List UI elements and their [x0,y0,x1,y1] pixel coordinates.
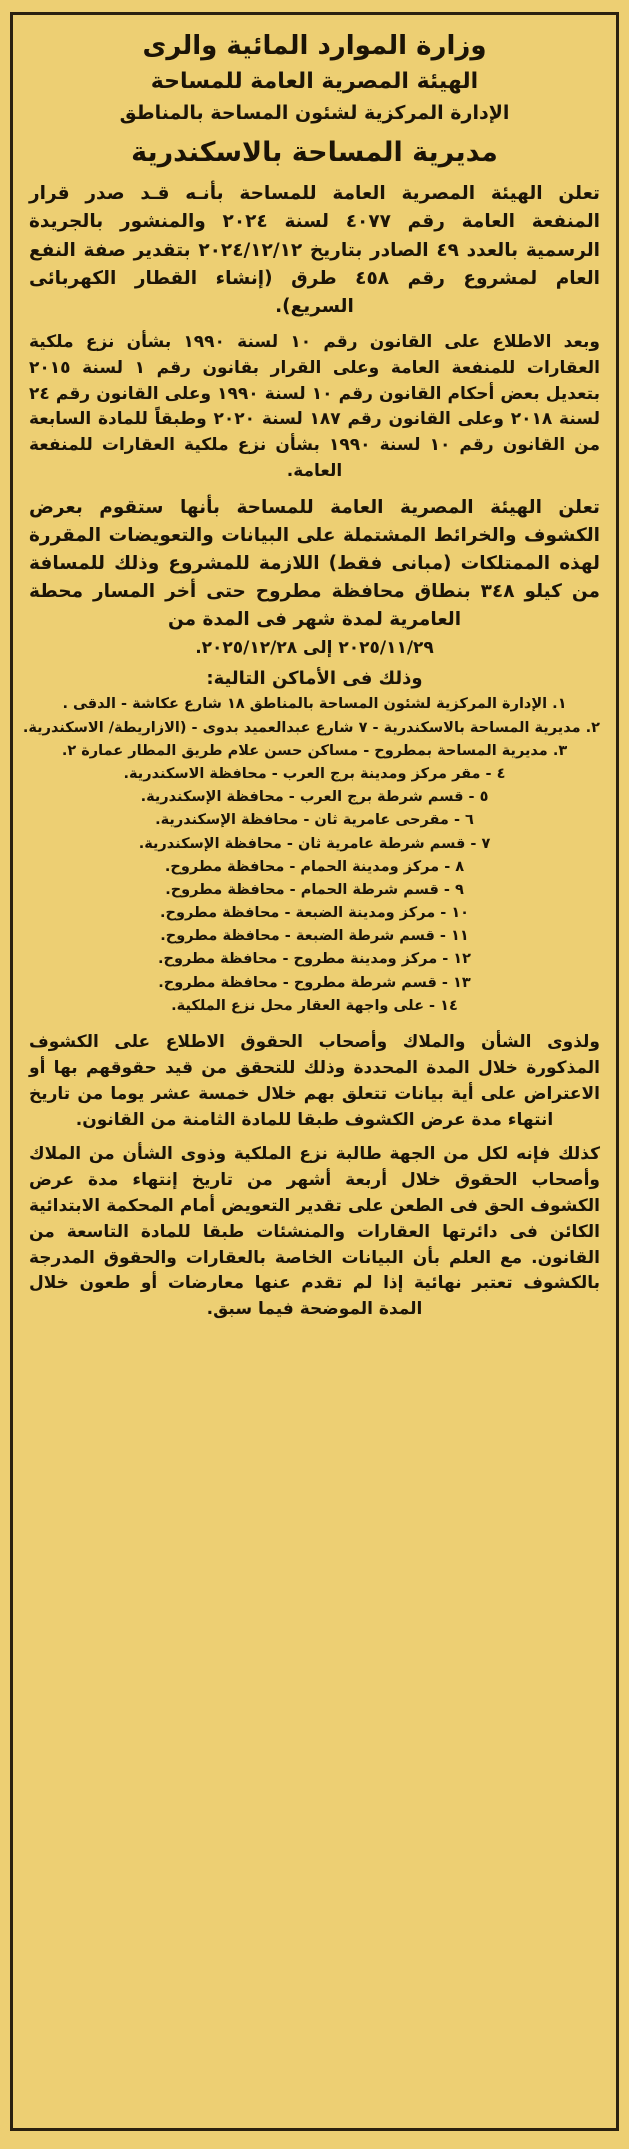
places-heading: وذلك فى الأماكن التالية: [206,668,423,690]
paragraph-appeals: كذلك فإنه لكل من الجهة طالبة نزع الملكية وذوى الشأن من الملاك وأصحاب الحقوق خلال أربعة أشهر من تاريخ إنتهاء مدة عرض الكشوف الحق فى الطعن على تقدير التعويض أمام المحكمة الابتدائية الكائن فى دائرتها العقارات والمنشئات طبقا للمادة التاسعة من القانون. مع العلم بأن البيانات الخاصة بالعقارات والحقوق المدرجة بالكشوف تعتبر نهائية إذا لم تقدم عنها معارضات أو طعون خلال المدة الموضحة فيما سبق. [29,1144,600,1320]
list-item: ٥ - قسم شرطة برج العرب - محافظة الإسكندرية. [140,789,489,806]
list-item: ١٣ - قسم شرطة مطروح - محافظة مطروح. [158,974,471,991]
list-item: ٤ - مقر مركز ومدينة برج العرب - محافظة الاسكندرية. [123,765,506,782]
department-title: الإدارة المركزية لشئون المساحة بالمناطق [119,101,510,124]
paragraph-objections: ولذوى الشأن والملاك وأصحاب الحقوق الاطلاع على الكشوف المذكورة خلال المدة المحددة وذلك للتحقق من قيد حقوقهم بها أو الاعتراض على أية بيانات تتعلق بهم خلال خمسة عشر يوما من تاريخ انتهاء مدة عرض الكشوف طبقا للمادة الثامنة من القانون. [29,1032,600,1130]
list-item: ١. الإدارة المركزية لشئون المساحة بالمناطق ١٨ شارع عكاشة - الدقى . [62,696,567,713]
paragraph-decree: تعلن الهيئة المصرية العامة للمساحة بأنـه قـد صدر قرار المنفعة العامة رقم ٤٠٧٧ لسنة ٢٠٢٤ والمنشور بالجريدة الرسمية بالعدد ٤٩ الصادر بتاريخ ٢٠٢٤/١٢/١٢ بتقدير صفة النفع العام لمشروع رقم ٤٥٨ طرق (إنشاء القطار الكهربائى السريع). [29,183,601,317]
list-item: ١٠ - مركز ومدينة الضبعة - محافظة مطروح. [159,905,470,922]
notice-frame [10,12,619,2131]
directorate-title: مديرية المساحة بالاسكندرية [131,136,498,168]
document-header [29,29,600,171]
list-item: ٣. مديرية المساحة بمطروح - مساكن حسن علام طريق المطار عمارة ٢. [61,742,568,759]
ministry-title: وزارة الموارد المائية والرى [142,31,487,61]
paragraph-display: تعلن الهيئة المصرية العامة للمساحة بأنها ستقوم بعرض الكشوف والخرائط المشتملة على البيانات والتعويضات المقررة لهذه الممتلكات (مبانى فقط) اللازمة للمشروع وذلك للمسافة من كيلو ٣٤٨ بنطاق محافظة مطروح حتى أخر المسار محطة العامرية لمدة شهر فى المدة من [29,496,600,631]
display-period-dates: ٢٠٢٥/١١/٢٩ إلى ٢٠٢٥/١٢/٢٨. [195,638,434,659]
list-item: ١٢ - مركز ومدينة مطروح - محافظة مطروح. [157,951,471,968]
list-item: ١١ - قسم شرطة الضبعة - محافظة مطروح. [160,928,469,945]
authority-title: الهيئة المصرية العامة للمساحة [150,69,479,95]
list-item: ٦ - مقرحى عامرية ثان - محافظة الإسكندرية. [155,812,474,829]
list-item: ٨ - مركز ومدينة الحمام - محافظة مطروح. [164,858,465,875]
list-item: ٩ - قسم شرطة الحمام - محافظة مطروح. [165,881,464,898]
list-item: ٢. مديرية المساحة بالاسكندرية - ٧ شارع عبدالعميد بدوى - (الازاريطة/ الاسكندرية. [22,719,600,736]
places-list [22,693,600,1018]
paragraph-laws: وبعد الاطلاع على القانون رقم ١٠ لسنة ١٩٩٠ بشأن نزع ملكية العقارات للمنفعة العامة وعلى القرار بقانون رقم ١ لسنة ٢٠١٥ بتعديل بعض أحكام القانون رقم ١٠ لسنة ١٩٩٠ وعلى القانون رقم ٢٤ لسنة ٢٠١٨ وعلى القانون رقم ١٨٧ لسنة ٢٠٢٠ وطبقاً للمادة السابعة من القانون رقم ١٠ لسنة ١٩٩٠ بشأن نزع ملكية العقارات للمنفعة العامة. [29,331,600,482]
list-item: ١٤ - على واجهة العقار محل نزع الملكية. [171,997,458,1014]
list-item: ٧ - قسم شرطة عامرية ثان - محافظة الإسكندرية. [138,835,491,852]
